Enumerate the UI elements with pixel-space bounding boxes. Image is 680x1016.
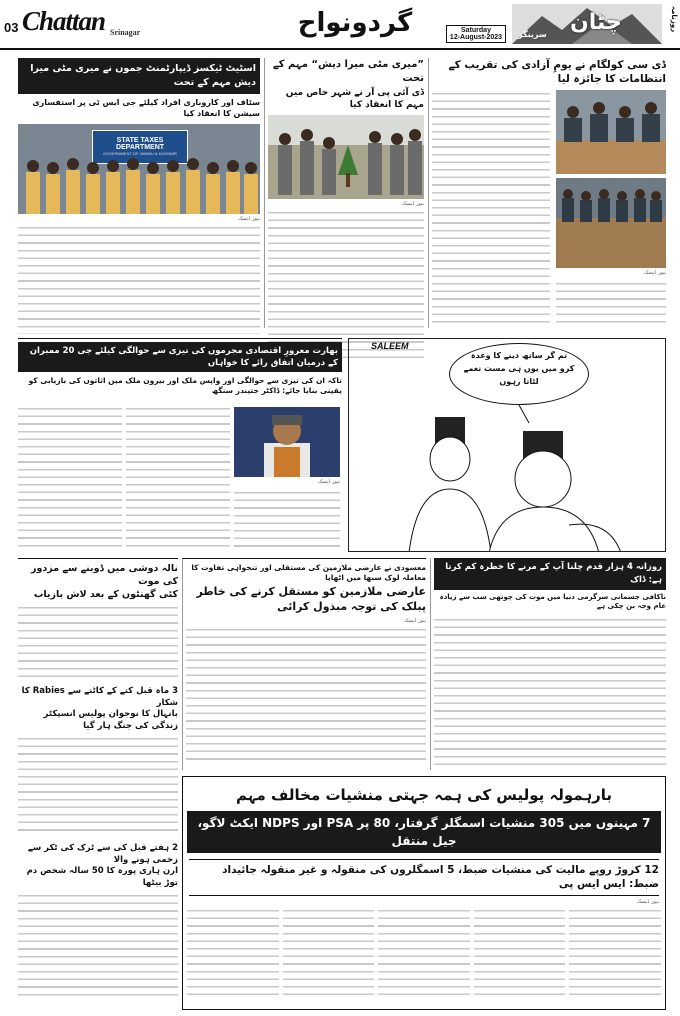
nala-body-1 (18, 604, 178, 680)
cartoon-figures-icon (349, 339, 666, 552)
story-4000-steps (430, 558, 666, 770)
state-taxes-kicker: نیوز ڈیسک (237, 215, 260, 222)
meri-mati-body (268, 209, 424, 359)
dc-kulgam-body-left (432, 90, 550, 326)
dc-kulgam-photo-1 (556, 90, 666, 174)
story-meri-mati-headline-2: ڈی آئی پی آر نے شہر خاص میں مہم کا انعقاد کیا (285, 88, 424, 111)
steps-headline: روزانہ 4 ہزار قدم چلنا آپ کے مرنے کا خطرہ کم کرتا ہے: ڈاک (434, 558, 666, 590)
baramulla-headline-2: 7 مہینوں میں 305 منشیات اسمگلر گرفتار، 80 پر PSA اور NDPS ایکٹ لاگو، جیل منتقل (187, 811, 661, 853)
steps-subhead: ناکافی جسمانی سرگرمی دنیا میں موت کی چوتھی سب سے زیادہ عام وجہ بن چکی ہے (439, 593, 666, 611)
brand-logo (22, 6, 108, 42)
dateline (446, 25, 506, 43)
story-g20 (18, 338, 342, 552)
story-g20-headline: بھارت معرورِ اقتصادی مجرموں کی تیزی سے حوالگی کیلئے جی 20 ممبران کے درمیان اتفاق رائے کا خواہاں (18, 342, 342, 372)
nala-headline-6: ارن ہاری پورہ کا 50 سالہ شخص دم توڑ بیٹھا (26, 866, 178, 888)
dc-kulgam-photo-2 (556, 178, 666, 268)
saudi-kicker: نیوز ڈیسک (403, 617, 426, 624)
g20-kicker: نیوز ڈیسک (317, 479, 340, 485)
page-number: 03 (4, 20, 19, 35)
dc-kulgam-body-bottom (556, 280, 666, 326)
photo-banner-text: STATE TAXES DEPARTMENT (115, 136, 165, 151)
nala-headline-2: کئی گھنٹوں کے بعد لاش بازیاب (33, 588, 178, 600)
story-saudi (182, 558, 426, 770)
baramulla-kicker: نیوز ڈیسک (636, 898, 659, 905)
story-state-taxes-subhead: سٹاف اور کاروباری افراد کیلئے جی ایس ٹی پر استفساری سیشن کا انعقاد کیا (32, 98, 260, 118)
nala-headline-3: 3 ماہ قبل کتے کے کاٹنے سے Rabies کا شکار (21, 686, 178, 708)
story-meri-mati (264, 58, 424, 328)
g20-body-3 (234, 489, 340, 551)
logo-text: چٹان (570, 10, 622, 35)
story-dc-kulgam (428, 58, 666, 328)
photo-banner-sub: GOVERNMENT OF JAMMU & KASHMIR (103, 150, 177, 156)
nala-headline-4: بانہال کا نوجوان پولیس انسپکٹر زندگی کی جنگ ہار گیا (43, 709, 178, 731)
meeting-icon (556, 90, 666, 174)
saudi-headline-2: عارضی ملازمین کو مستقل کرنے کی خاطر پبلک کی توجہ مبذول کرائی (196, 585, 426, 614)
baramulla-col-1 (187, 907, 279, 995)
story-g20-subhead: تاکہ ان کی تیزی سے حوالگی اور واپس ملک اور بیرون ملک میں اثاثوں کی بازیابی کو یقینی بنایا جائے: ڈاکٹر جتیندر سنگھ (28, 376, 342, 396)
steps-body (434, 616, 666, 766)
baramulla-col-5 (569, 907, 661, 995)
baramulla-col-4 (474, 907, 566, 995)
section-title: گردونواح (297, 8, 413, 38)
baramulla-body (187, 907, 661, 995)
g20-body-2 (126, 405, 230, 551)
story-meri-mati-headline-1: ”میری مٹی میرا دیش“ مہم کے تحت (272, 59, 424, 84)
meri-mati-kicker: نیوز ڈیسک (401, 201, 424, 208)
date-full: 12-August-2023 (449, 34, 503, 41)
date-day: Saturday (461, 27, 491, 34)
hall-meeting-icon (556, 178, 666, 268)
story-dc-kulgam-headline: ڈی سی کولگام نے یومِ آزادی کی تقریب کے انتظامات کا جائزہ لیا (448, 59, 666, 86)
state-taxes-photo (18, 124, 260, 214)
cartoon (348, 338, 666, 552)
brand-name: Chattan (22, 6, 106, 36)
baramulla-headline-1: بارہمولہ پولیس کی ہمہ جہتی منشیات مخالف مہم (235, 786, 613, 804)
logo-sub: سرینگر (518, 30, 547, 39)
paper-logo (512, 4, 662, 44)
story-state-taxes-headline: اسٹیٹ ٹیکسز ڈیپارٹمنٹ جموں نے میری مٹی میرا دیش مہم کے تحت (18, 58, 260, 94)
meri-mati-photo (268, 115, 424, 199)
nala-body-3 (18, 892, 178, 996)
baramulla-headline-3: 12 کروڑ روپے مالیت کی منشیات ضبط، 5 اسمگلروں کی منقولہ و غیر منقولہ جائیداد ضبط: ایس ایس پی (189, 859, 659, 895)
cartoon-signature: SALEEM (371, 341, 409, 351)
baramulla-col-2 (283, 907, 375, 995)
saudi-headline-1: معسودی نے عارضی ملازمین کی مستقلی اور تنخواہی تفاوت کا معاملہ لوک سبھا میں اٹھایا (191, 563, 426, 583)
state-taxes-body (18, 224, 260, 334)
masthead (0, 0, 680, 50)
daily-label: روزنامہ (670, 6, 678, 33)
nala-headline-1: نالہ دوشی میں ڈوبنے سے مزدور کی موت (31, 563, 178, 587)
g20-minister-photo (234, 407, 340, 477)
minister-portrait-icon (234, 407, 340, 477)
brand-sub: Srinagar (110, 28, 141, 37)
tree-planting-icon (268, 115, 424, 199)
story-state-taxes (18, 58, 260, 328)
speech-text: تم گر ساتھ دینے کا وعدہ کرو میں یوں ہی مست نغمے لٹاتا رہوں (463, 351, 575, 386)
nala-headline-5: 2 ہفتے قبل کی سے ٹرک کی ٹکر سے زخمی ہونے والا (27, 843, 178, 865)
story-nala (18, 558, 178, 1008)
nala-body-2 (18, 735, 178, 837)
g20-body-1 (18, 405, 122, 551)
dc-kulgam-kicker: نیوز ڈیسک (643, 270, 666, 276)
saudi-body (186, 626, 426, 764)
story-baramulla (182, 776, 666, 1010)
baramulla-col-3 (378, 907, 470, 995)
group-people-icon (18, 124, 260, 214)
